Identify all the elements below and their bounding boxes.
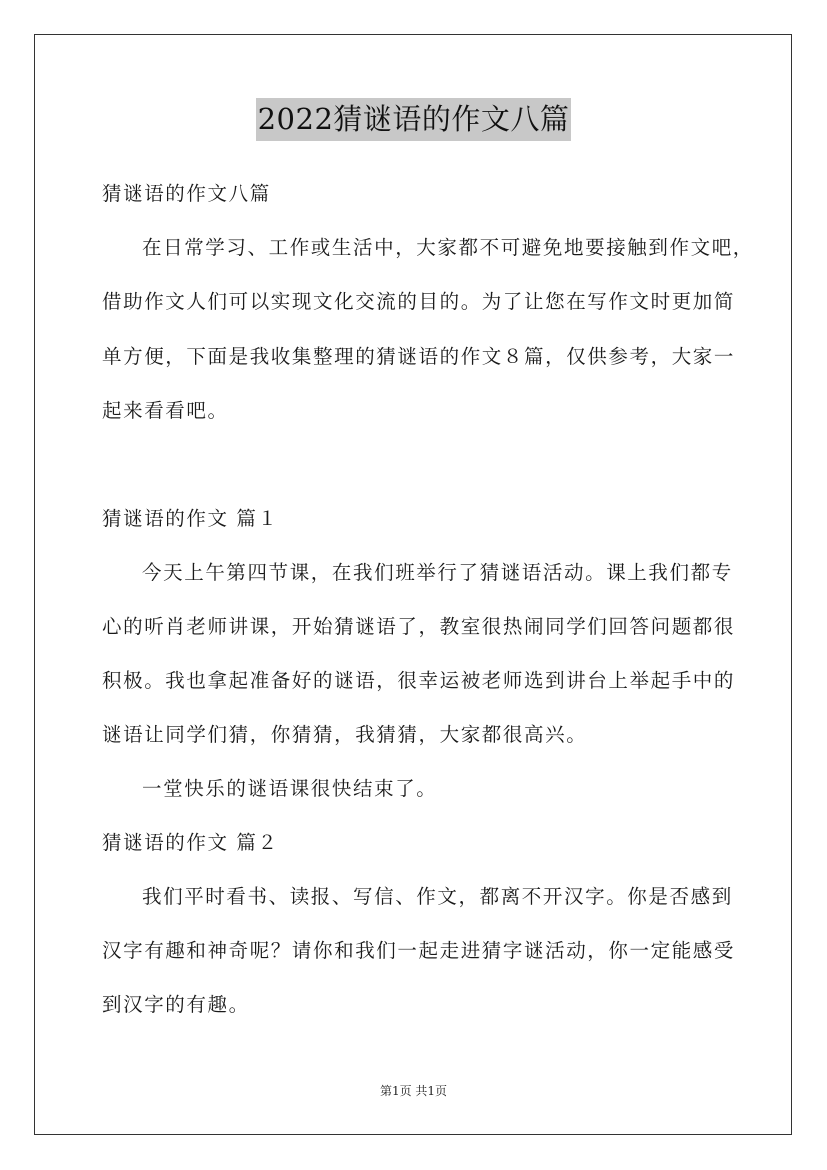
paragraph-line: 借助作文人们可以实现文化交流的目的。为了让您在写作文时更加简 [102, 290, 736, 313]
paragraph-line: 今天上午第四节课，在我们班举行了猜谜语活动。课上我们都专 [142, 561, 733, 584]
section-heading-1: 猜谜语的作文 篇１ [102, 507, 279, 530]
intro-heading: 猜谜语的作文八篇 [102, 182, 271, 205]
paragraph-line: 单方便，下面是我收集整理的猜谜语的作文８篇，仅供参考，大家一 [102, 345, 736, 368]
paragraph-line: 心的听肖老师讲课，开始猜谜语了，教室很热闹同学们回答问题都很 [102, 615, 736, 638]
paragraph-line: 到汉字的有趣。 [102, 993, 250, 1016]
paragraph-line: 在日常学习、工作或生活中，大家都不可避免地要接触到作文吧， [142, 236, 754, 259]
title-container [0, 98, 827, 141]
section-heading-2: 猜谜语的作文 篇２ [102, 831, 279, 854]
paragraph-line: 汉字有趣和神奇呢？请你和我们一起走进猜字谜活动，你一定能感受 [102, 939, 736, 962]
paragraph-line: 我们平时看书、读报、写信、作文，都离不开汉字。你是否感到 [142, 885, 733, 908]
paragraph-line: 积极。我也拿起准备好的谜语，很幸运被老师选到讲台上举起手中的 [102, 669, 736, 692]
paragraph-line: 谜语让同学们猜，你猜猜，我猜猜，大家都很高兴。 [102, 723, 588, 746]
paragraph-line: 一堂快乐的谜语课很快结束了。 [142, 777, 438, 800]
page-footer: 第1页 共1页 [379, 1084, 448, 1098]
document-title: 2022猜谜语的作文八篇 [256, 98, 572, 141]
paragraph-line: 起来看看吧。 [102, 399, 229, 422]
